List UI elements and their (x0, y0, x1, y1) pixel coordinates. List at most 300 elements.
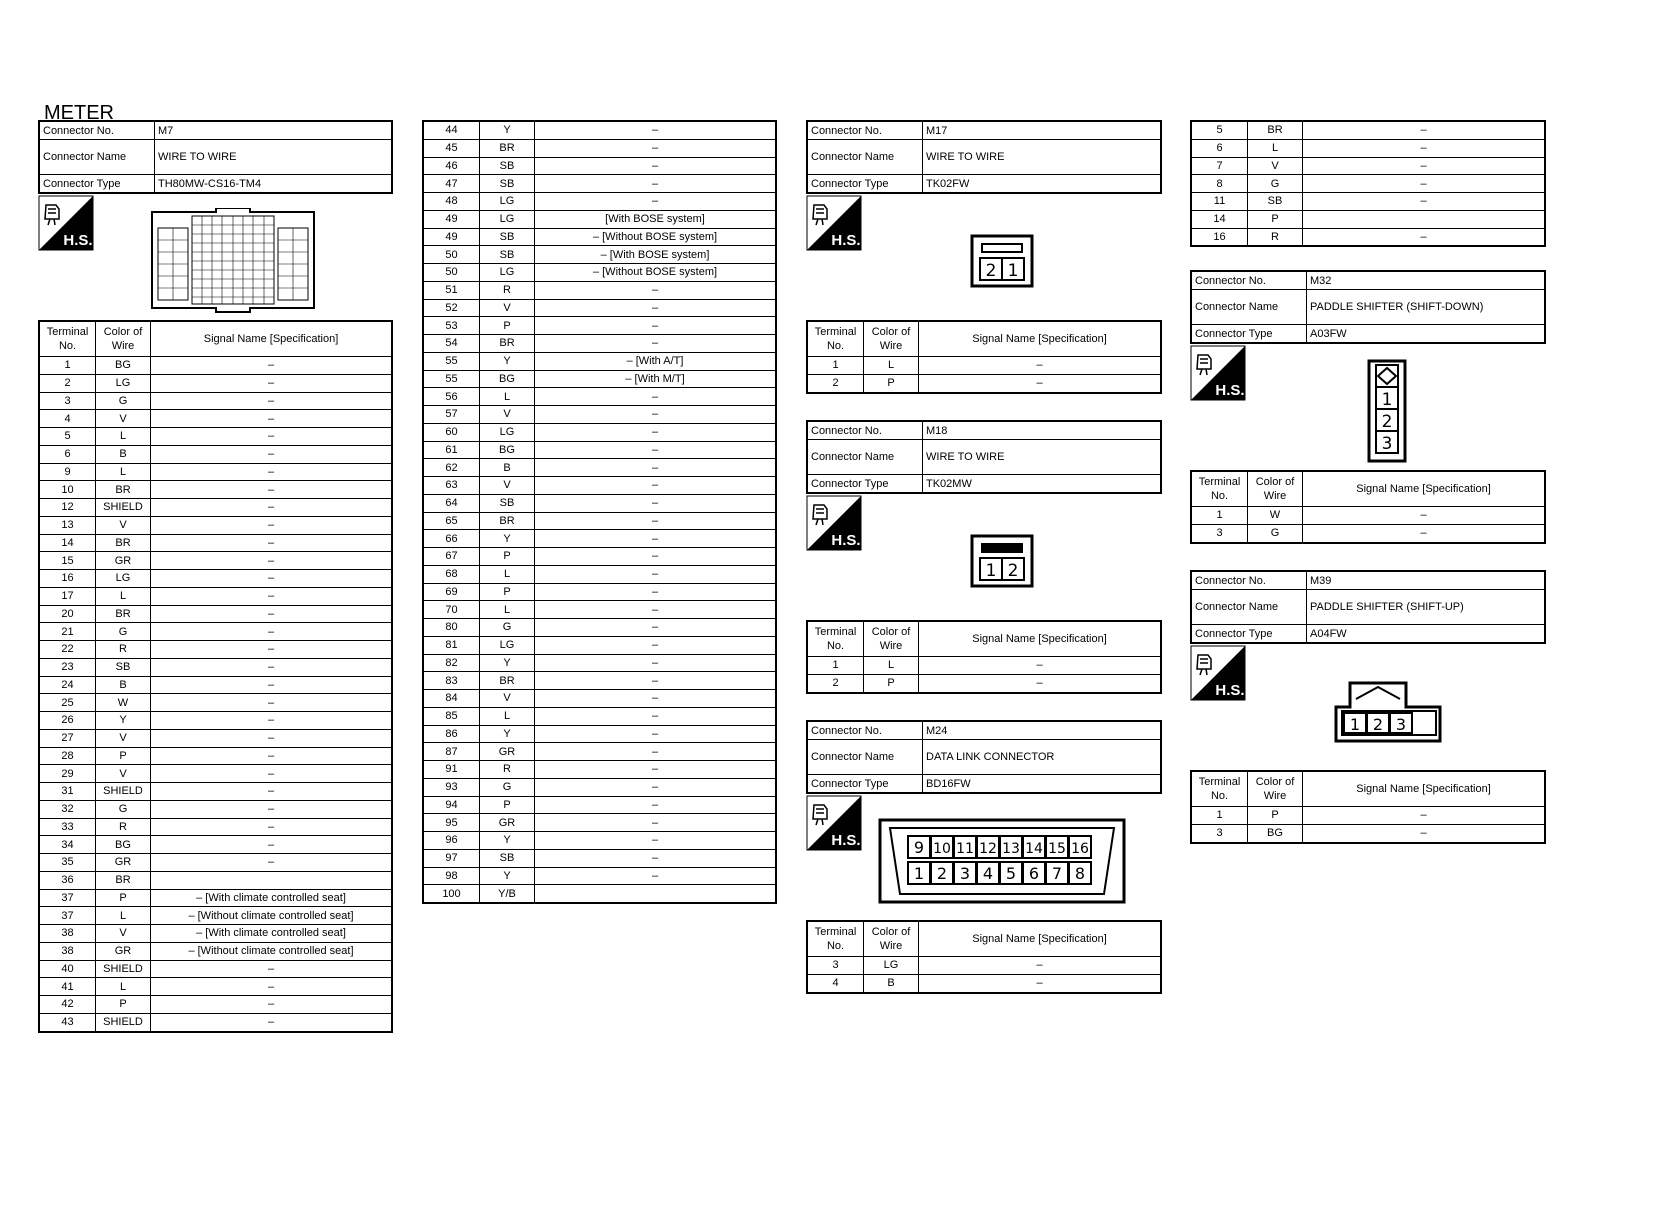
terminal-no: 16 (39, 570, 96, 588)
terminal-row (423, 743, 776, 761)
signal-name: – (535, 388, 777, 406)
connector-m18-diagram (970, 534, 1034, 588)
terminal-row (423, 849, 776, 867)
terminal-row (423, 796, 776, 814)
terminal-no: 83 (423, 672, 480, 690)
terminal-no: 3 (1191, 824, 1248, 842)
pin-label: 5 (1005, 864, 1017, 883)
terminal-no: 2 (807, 374, 864, 392)
terminal-no: 98 (423, 867, 480, 885)
signal-name: – (151, 552, 393, 570)
signal-name: – (151, 641, 393, 659)
terminal-no: 86 (423, 725, 480, 743)
terminal-no: 16 (1191, 228, 1248, 246)
signal-name: – (535, 849, 777, 867)
terminal-row (39, 516, 392, 534)
header-terminal-no: Terminal No. (39, 321, 96, 357)
hs-label: H.S. (831, 532, 861, 549)
wire-color: LG (480, 423, 535, 441)
terminal-row (807, 374, 1161, 392)
signal-name: – (151, 374, 393, 392)
wire-color: B (96, 445, 151, 463)
terminal-no: 94 (423, 796, 480, 814)
signal-name: – (535, 601, 777, 619)
wire-color: BR (1248, 121, 1303, 139)
terminal-no: 15 (39, 552, 96, 570)
header-terminal-no: Terminal No. (1191, 771, 1248, 807)
hs-icon (1190, 645, 1246, 701)
terminal-no: 24 (39, 676, 96, 694)
signal-name: – (535, 867, 777, 885)
wire-color: SHIELD (96, 1013, 151, 1031)
terminal-row (423, 583, 776, 601)
signal-name: – (535, 565, 777, 583)
signal-name: – (1303, 121, 1546, 139)
terminal-row (423, 707, 776, 725)
terminal-row (39, 428, 392, 446)
terminal-row (39, 587, 392, 605)
connector-type-value: TK02FW (923, 175, 1162, 194)
terminal-row (39, 729, 392, 747)
pin-label: 6 (1028, 864, 1040, 883)
pin-label: 2 (1372, 715, 1384, 734)
terminal-no: 34 (39, 836, 96, 854)
terminal-no: 87 (423, 743, 480, 761)
terminal-no: 96 (423, 832, 480, 850)
connector-name-value: WIRE TO WIRE (923, 440, 1162, 475)
pin-label: 9 (913, 838, 925, 857)
terminal-no: 63 (423, 477, 480, 495)
signal-name: – (535, 157, 777, 175)
label-connector-no: Connector No. (1191, 271, 1307, 290)
terminal-no: 37 (39, 889, 96, 907)
signal-name: – (151, 570, 393, 588)
pin-label: 1 (1007, 261, 1019, 281)
terminal-row (1191, 193, 1545, 211)
wire-color: BG (480, 441, 535, 459)
signal-name: – (535, 406, 777, 424)
terminal-no: 54 (423, 335, 480, 353)
terminal-row (39, 907, 392, 925)
wire-color: LG (480, 210, 535, 228)
terminal-row (423, 335, 776, 353)
terminal-row (1191, 524, 1545, 542)
wire-color: BR (96, 605, 151, 623)
terminal-row (423, 778, 776, 796)
wire-color: BR (480, 672, 535, 690)
terminal-no: 93 (423, 778, 480, 796)
terminal-no: 4 (39, 410, 96, 428)
terminal-no: 100 (423, 885, 480, 903)
wire-color: Y (480, 352, 535, 370)
terminal-row (807, 357, 1161, 375)
terminal-no: 50 (423, 246, 480, 264)
terminal-no: 43 (39, 1013, 96, 1031)
terminal-no: 49 (423, 210, 480, 228)
signal-name: – (535, 121, 777, 139)
terminal-row (423, 281, 776, 299)
signal-name: – (151, 623, 393, 641)
terminal-no: 51 (423, 281, 480, 299)
wire-color: R (1248, 228, 1303, 246)
wire-color: BR (480, 139, 535, 157)
terminal-row (39, 854, 392, 872)
wire-color: LG (96, 570, 151, 588)
connector-m17-diagram (970, 234, 1034, 288)
terminal-row (1191, 121, 1545, 139)
signal-name: – [With BOSE system] (535, 246, 777, 264)
terminal-row (423, 193, 776, 211)
connector-type-value: A03FW (1307, 325, 1546, 344)
pin-label: 1 (985, 561, 997, 581)
wire-color: GR (96, 552, 151, 570)
wire-color: SB (480, 494, 535, 512)
signal-name: – (151, 445, 393, 463)
header-color-of-wire: Color of Wire (864, 321, 919, 357)
terminal-row (39, 694, 392, 712)
wire-color: Y (480, 654, 535, 672)
label-connector-type: Connector Type (39, 175, 155, 194)
hs-icon (1190, 345, 1246, 401)
hs-icon (806, 795, 862, 851)
connector-no-value: M17 (923, 121, 1162, 140)
terminal-no: 44 (423, 121, 480, 139)
wire-color: P (96, 996, 151, 1014)
hs-label: H.S. (1215, 382, 1245, 399)
header-color-of-wire: Color of Wire (96, 321, 151, 357)
header-color-of-wire: Color of Wire (1248, 771, 1303, 807)
connector-info-m32 (1190, 270, 1546, 344)
terminal-row (1191, 824, 1545, 842)
terminal-table-m39 (1190, 770, 1546, 844)
signal-name: – (151, 516, 393, 534)
terminal-no: 40 (39, 960, 96, 978)
wire-color: L (1248, 139, 1303, 157)
signal-name: – (151, 783, 393, 801)
connector-no-value: M32 (1307, 271, 1546, 290)
terminal-row (39, 623, 392, 641)
signal-name: – (535, 459, 777, 477)
wire-color: L (480, 388, 535, 406)
signal-name: – (535, 832, 777, 850)
wire-color: SB (480, 228, 535, 246)
wire-color: Y/B (480, 885, 535, 903)
terminal-no: 62 (423, 459, 480, 477)
pin-label: 12 (979, 841, 997, 857)
signal-name: – (535, 583, 777, 601)
wire-color: G (1248, 524, 1303, 542)
label-connector-type: Connector Type (807, 775, 923, 794)
connector-type-value: A04FW (1307, 625, 1546, 644)
wire-color: P (96, 889, 151, 907)
terminal-no: 10 (39, 481, 96, 499)
wire-color: G (1248, 175, 1303, 193)
pin-label: 3 (1381, 434, 1393, 454)
terminal-row (423, 619, 776, 637)
terminal-no: 56 (423, 388, 480, 406)
terminal-table-m32 (1190, 470, 1546, 544)
connector-m7-diagram (150, 208, 316, 314)
terminal-row (423, 352, 776, 370)
wire-color: V (96, 410, 151, 428)
signal-name: – (151, 481, 393, 499)
terminal-row (423, 565, 776, 583)
signal-name: – [Without climate controlled seat] (151, 907, 393, 925)
terminal-row (423, 690, 776, 708)
header-terminal-no: Terminal No. (1191, 471, 1248, 507)
signal-name: – (151, 357, 393, 375)
wire-color: BG (480, 370, 535, 388)
signal-name: – [With climate controlled seat] (151, 925, 393, 943)
signal-name: – (151, 729, 393, 747)
terminal-no: 35 (39, 854, 96, 872)
wire-color: GR (96, 942, 151, 960)
signal-name: – [Without climate controlled seat] (151, 942, 393, 960)
pin-label: 13 (1002, 841, 1020, 857)
terminal-no: 7 (1191, 157, 1248, 175)
terminal-no: 1 (1191, 507, 1248, 525)
header-color-of-wire: Color of Wire (1248, 471, 1303, 507)
signal-name: – (151, 534, 393, 552)
signal-name: – (919, 957, 1162, 975)
terminal-no: 85 (423, 707, 480, 725)
connector-name-value: PADDLE SHIFTER (SHIFT-DOWN) (1307, 290, 1546, 325)
connector-type-value: BD16FW (923, 775, 1162, 794)
label-connector-no: Connector No. (39, 121, 155, 140)
wire-color: V (96, 516, 151, 534)
signal-name: – [Without BOSE system] (535, 264, 777, 282)
terminal-row (1191, 807, 1545, 825)
terminal-table-m7-continued (422, 120, 777, 904)
signal-name (1303, 210, 1546, 228)
signal-name: – (151, 463, 393, 481)
signal-name: – (151, 818, 393, 836)
wire-color: BR (96, 481, 151, 499)
terminal-no: 3 (39, 392, 96, 410)
wire-color: LG (864, 957, 919, 975)
signal-name: – (1303, 524, 1546, 542)
terminal-row (423, 459, 776, 477)
terminal-row (39, 552, 392, 570)
connector-no-value: M18 (923, 421, 1162, 440)
pin-label: 2 (985, 261, 997, 281)
terminal-table-m7 (38, 320, 393, 1033)
wire-color: L (96, 463, 151, 481)
terminal-row (39, 942, 392, 960)
terminal-no: 20 (39, 605, 96, 623)
terminal-no: 26 (39, 712, 96, 730)
terminal-no: 29 (39, 765, 96, 783)
wire-color: P (480, 317, 535, 335)
wire-color: SB (1248, 193, 1303, 211)
wire-color: SB (96, 658, 151, 676)
signal-name: – (151, 428, 393, 446)
label-connector-name: Connector Name (807, 440, 923, 475)
terminal-row (39, 818, 392, 836)
hs-icon (806, 195, 862, 251)
signal-name: – (1303, 175, 1546, 193)
terminal-row (807, 957, 1161, 975)
terminal-row (423, 672, 776, 690)
terminal-row (423, 761, 776, 779)
wire-color: BG (96, 357, 151, 375)
signal-name: – (535, 530, 777, 548)
terminal-no: 47 (423, 175, 480, 193)
terminal-no: 12 (39, 499, 96, 517)
terminal-no: 81 (423, 636, 480, 654)
terminal-row (423, 548, 776, 566)
terminal-row (423, 175, 776, 193)
terminal-row (39, 410, 392, 428)
header-signal-name: Signal Name [Specification] (151, 321, 393, 357)
terminal-row (423, 654, 776, 672)
wire-color: LG (480, 193, 535, 211)
header-signal-name: Signal Name [Specification] (1303, 471, 1546, 507)
terminal-row (39, 374, 392, 392)
terminal-row (39, 445, 392, 463)
wire-color: P (480, 548, 535, 566)
terminal-no: 8 (1191, 175, 1248, 193)
terminal-row (423, 636, 776, 654)
terminal-no: 45 (423, 139, 480, 157)
hs-label: H.S. (63, 232, 93, 249)
wire-color: V (96, 729, 151, 747)
connector-info-m24 (806, 720, 1162, 794)
terminal-row (423, 725, 776, 743)
wire-color: V (480, 690, 535, 708)
terminal-row (423, 370, 776, 388)
signal-name: – [With A/T] (535, 352, 777, 370)
signal-name: – [With climate controlled seat] (151, 889, 393, 907)
wire-color: SB (480, 849, 535, 867)
signal-name: – (535, 548, 777, 566)
terminal-row (39, 534, 392, 552)
terminal-row (807, 974, 1161, 992)
wire-color: B (96, 676, 151, 694)
signal-name: – (151, 978, 393, 996)
terminal-no: 65 (423, 512, 480, 530)
signal-name: – (151, 765, 393, 783)
label-connector-type: Connector Type (807, 475, 923, 494)
signal-name: – (1303, 228, 1546, 246)
connector-info-m18 (806, 420, 1162, 494)
terminal-no: 50 (423, 264, 480, 282)
pin-label: 14 (1025, 841, 1043, 857)
signal-name: – (535, 193, 777, 211)
signal-name: – (1303, 807, 1546, 825)
terminal-no: 5 (39, 428, 96, 446)
terminal-no: 5 (1191, 121, 1248, 139)
terminal-no: 1 (1191, 807, 1248, 825)
signal-name (535, 885, 777, 903)
terminal-no: 3 (1191, 524, 1248, 542)
terminal-no: 64 (423, 494, 480, 512)
signal-name: – (919, 674, 1162, 692)
signal-name: – (151, 605, 393, 623)
hs-label: H.S. (1215, 682, 1245, 699)
terminal-row (39, 570, 392, 588)
terminal-row (39, 641, 392, 659)
terminal-row (1191, 157, 1545, 175)
terminal-row (39, 783, 392, 801)
header-color-of-wire: Color of Wire (864, 921, 919, 957)
pin-label: 7 (1051, 864, 1063, 883)
wire-color: LG (96, 374, 151, 392)
terminal-no: 36 (39, 871, 96, 889)
pin-label: 10 (933, 841, 951, 857)
terminal-no: 22 (39, 641, 96, 659)
terminal-no: 38 (39, 925, 96, 943)
wire-color: B (480, 459, 535, 477)
wire-color: G (480, 778, 535, 796)
terminal-row (39, 996, 392, 1014)
terminal-row (39, 481, 392, 499)
signal-name: – (535, 778, 777, 796)
connector-m32-diagram (1367, 359, 1407, 463)
terminal-no: 27 (39, 729, 96, 747)
signal-name: – (535, 654, 777, 672)
wire-color: V (1248, 157, 1303, 175)
signal-name: – [Without BOSE system] (535, 228, 777, 246)
signal-name: – (151, 836, 393, 854)
terminal-no: 82 (423, 654, 480, 672)
terminal-no: 61 (423, 441, 480, 459)
wire-color: GR (480, 743, 535, 761)
wire-color: V (480, 299, 535, 317)
wire-color: BR (96, 534, 151, 552)
signal-name: – (151, 854, 393, 872)
terminal-row (423, 512, 776, 530)
pin-label: 1 (1349, 715, 1361, 734)
signal-name: – (535, 672, 777, 690)
wire-color: R (96, 641, 151, 659)
terminal-row (39, 463, 392, 481)
terminal-row (423, 264, 776, 282)
terminal-row (423, 210, 776, 228)
wire-color: SB (480, 246, 535, 264)
signal-name: – (1303, 507, 1546, 525)
connector-info-m39 (1190, 570, 1546, 644)
signal-name: – (151, 1013, 393, 1031)
terminal-no: 14 (1191, 210, 1248, 228)
connector-name-value: PADDLE SHIFTER (SHIFT-UP) (1307, 590, 1546, 625)
wire-color: R (480, 761, 535, 779)
wire-color: V (480, 406, 535, 424)
wire-color: GR (480, 814, 535, 832)
header-signal-name: Signal Name [Specification] (919, 321, 1162, 357)
wire-color: V (96, 765, 151, 783)
pin-label: 8 (1074, 864, 1086, 883)
terminal-no: 23 (39, 658, 96, 676)
terminal-no: 6 (39, 445, 96, 463)
signal-name: – (151, 694, 393, 712)
terminal-row (39, 889, 392, 907)
wire-color: P (1248, 210, 1303, 228)
label-connector-no: Connector No. (807, 721, 923, 740)
signal-name: – (535, 494, 777, 512)
label-connector-name: Connector Name (1191, 290, 1307, 325)
terminal-row (423, 885, 776, 903)
terminal-no: 95 (423, 814, 480, 832)
header-color-of-wire: Color of Wire (864, 621, 919, 657)
wire-color: P (480, 583, 535, 601)
signal-name: – (151, 800, 393, 818)
wire-color: SB (480, 157, 535, 175)
terminal-no: 2 (39, 374, 96, 392)
wire-color: SHIELD (96, 499, 151, 517)
wire-color: B (864, 974, 919, 992)
terminal-row (39, 658, 392, 676)
